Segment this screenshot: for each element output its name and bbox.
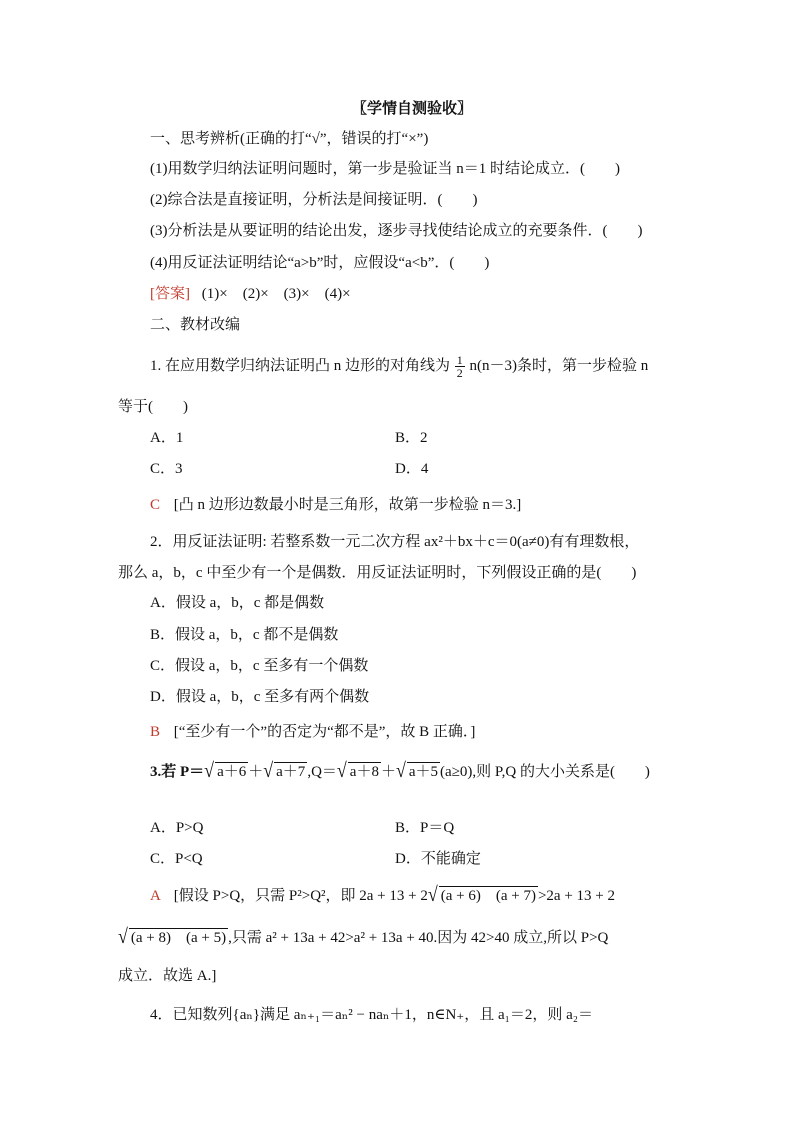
q2-option-d: D．假设 a，b，c 至多有两个偶数 bbox=[150, 689, 370, 705]
q1-answer-text: [凸 n 边形边数最小时是三角形，故第一步检验 n＝3.] bbox=[173, 497, 522, 513]
q2-option-b: B．假设 a，b，c 都不是偶数 bbox=[150, 627, 339, 643]
section1-answer bbox=[150, 284, 351, 304]
q3-answer bbox=[150, 884, 615, 906]
section-header bbox=[352, 98, 472, 118]
sqrt-icon: √ bbox=[263, 758, 274, 782]
section1-item-4: (4)用反证法证明结论“a>b”时，应假设“a<b”．( ) bbox=[150, 255, 490, 271]
answer-radical-1: (a + 6) (a + 7) bbox=[440, 888, 536, 904]
section1-item-2: (2)综合法是直接证明，分析法是间接证明．( ) bbox=[150, 192, 478, 208]
q2-stem: 2．用反证法证明: 若整系数一元二次方程 ax²＋bx＋c＝0(a≠0)有有理数根， bbox=[150, 534, 640, 550]
q1-stem-part-a: 1. 在应用数学归纳法证明凸 n 边形的对角线为 bbox=[150, 357, 451, 374]
q3-answer-letter: A bbox=[150, 888, 161, 904]
q2-option-c: C．假设 a，b，c 至多有一个偶数 bbox=[150, 658, 369, 674]
section1-item-3: (3)分析法是从要证明的结论出发，逐步寻找使结论成立的充要条件．( ) bbox=[150, 223, 643, 239]
q2-answer bbox=[150, 722, 475, 742]
q2-option-a: A．假设 a，b，c 都是偶数 bbox=[150, 595, 325, 611]
fraction-denominator: 2 bbox=[456, 366, 463, 380]
q3-stem-part-b: (a≥0),则 P,Q 的大小关系是( ) bbox=[440, 764, 650, 780]
bracket-left: 〖 bbox=[352, 99, 368, 117]
q4-stem: 4．已知数列{aₙ}满足 aₙ₊₁＝aₙ² − naₙ＋1，n∈N₊，且 a₁＝2，则 a₂＝ bbox=[150, 1007, 593, 1023]
plus-sign: ＋ bbox=[248, 764, 264, 780]
q1-stem-cont: 等于( ) bbox=[118, 399, 188, 415]
q1-option-b: B．2 bbox=[395, 430, 428, 446]
q3-option-d: D．不能确定 bbox=[395, 851, 481, 867]
q2-answer-text: [“至少有一个”的否定为“都不是”，故 B 正确．] bbox=[173, 724, 476, 740]
sqrt-icon: √ bbox=[427, 882, 438, 906]
fraction-numerator: 1 bbox=[456, 353, 463, 367]
q3-answer-end: 成立．故选 A.] bbox=[118, 968, 217, 984]
sqrt-icon: √ bbox=[204, 758, 215, 782]
q3-option-a: A．P>Q bbox=[150, 820, 204, 836]
section1-item-1: (1)用数学归纳法证明问题时，第一步是验证当 n＝1 时结论成立．( ) bbox=[150, 161, 620, 177]
section2-heading: 二、教材改编 bbox=[150, 317, 241, 333]
answer-label: [答案] bbox=[150, 286, 190, 302]
q3-stem bbox=[150, 760, 650, 782]
q3-answer-part-b: >2a + 13 + 2 bbox=[537, 888, 616, 904]
bracket-right: 〗 bbox=[457, 99, 473, 117]
answer-radical-2: (a + 8) (a + 5) bbox=[130, 930, 227, 946]
q1-option-a: A．1 bbox=[150, 430, 184, 446]
radical-2: a＋7 bbox=[276, 764, 306, 780]
q3-stem-mid: ,Q＝ bbox=[307, 764, 337, 780]
answer-text: (1)× (2)× (3)× (4)× bbox=[201, 286, 351, 302]
q2-stem-cont: 那么 a，b，c 中至少有一个是偶数．用反证法证明时，下列假设正确的是( ) bbox=[118, 565, 637, 581]
q1-option-d: D．4 bbox=[395, 461, 429, 477]
plus-sign: ＋ bbox=[380, 764, 396, 780]
radical-3: a＋8 bbox=[349, 764, 379, 780]
q1-option-c: C．3 bbox=[150, 461, 183, 477]
sqrt-icon: √ bbox=[118, 924, 128, 948]
sqrt-icon: √ bbox=[336, 758, 347, 782]
q3-answer-part-a: [假设 P>Q，只需 P²>Q²，即 2a + 13 + 2 bbox=[173, 888, 428, 904]
q3-option-c: C．P<Q bbox=[150, 851, 203, 867]
q2-answer-letter: B bbox=[150, 724, 161, 740]
header-title: 学情自测验收 bbox=[367, 99, 458, 117]
q3-stem-part-a: 3.若 P＝ bbox=[150, 764, 205, 780]
q3-answer-part-c: ,只需 a² + 13a + 42>a² + 13a + 40.因为 42>40 成立,所以 P>Q bbox=[228, 930, 609, 946]
q1-answer-letter: C bbox=[150, 497, 161, 513]
section1-heading: 一、思考辨析(正确的打“√”，错误的打“×”) bbox=[150, 131, 429, 147]
fraction bbox=[455, 354, 465, 379]
sqrt-icon: √ bbox=[395, 758, 406, 782]
q1-stem-part-b: n(n－3)条时，第一步检验 n bbox=[469, 357, 649, 374]
q1-stem bbox=[150, 354, 648, 379]
radical-4: a＋5 bbox=[408, 764, 439, 780]
q1-answer bbox=[150, 495, 521, 515]
radical-1: a＋6 bbox=[217, 764, 247, 780]
q3-option-b: B．P＝Q bbox=[395, 820, 455, 836]
q3-answer-cont bbox=[118, 926, 608, 948]
